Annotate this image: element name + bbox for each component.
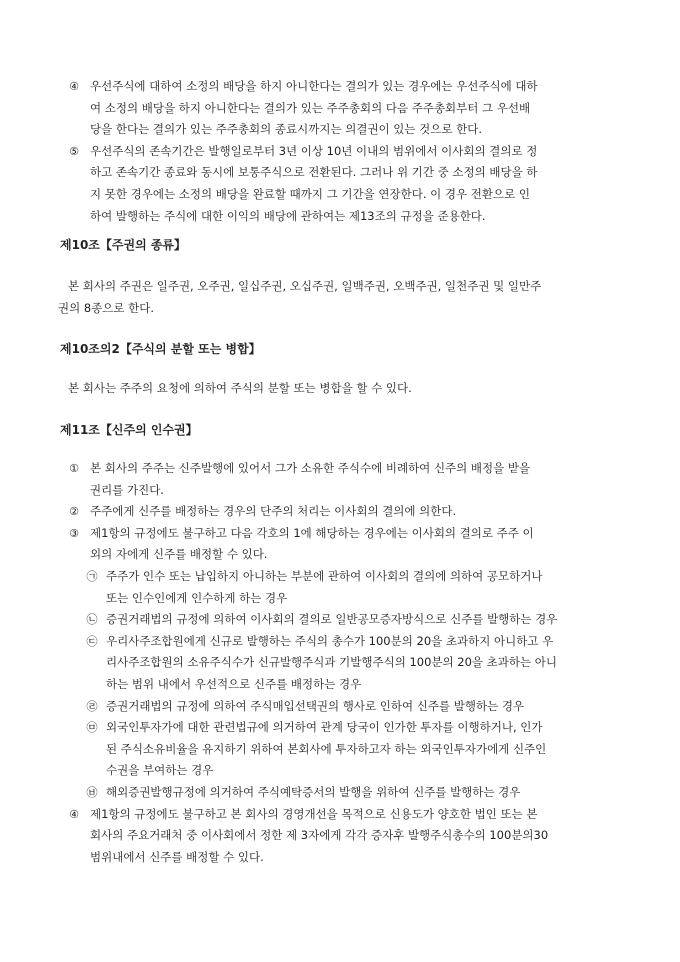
subclause-marker: ㉡ bbox=[86, 613, 98, 627]
clause-marker: ② bbox=[69, 505, 79, 519]
clause-4 bbox=[0, 804, 680, 869]
text-line: 리사주조합원의 소유주식수가 신규발행주식과 기발행주식의 100분의 20을 초과하는 아니 bbox=[106, 655, 557, 670]
text-line: 여 소정의 배당을 하지 아니한다는 결의가 있는 주주총회의 다음 주주총회부터 그 우선배 bbox=[90, 100, 531, 115]
text-line: 우선주식에 대하여 소정의 배당을 하지 아니한다는 결의가 있는 경우에는 우선주식에 대하 bbox=[90, 79, 538, 93]
subclause-marker: ㉠ bbox=[86, 569, 98, 583]
text-line: 본 회사의 주주는 신주발행에 있어서 그가 소유한 주식수에 비례하여 신주의 배정을 받을 bbox=[90, 461, 531, 475]
article-11-heading: 제11조【신주의 인수권】 bbox=[60, 423, 198, 437]
clause-marker: ① bbox=[69, 462, 79, 475]
text-line: 증권거래법의 규정에 의하여 이사회의 결의로 일반공모증자방식으로 신주를 발행하는 경우 bbox=[106, 612, 558, 627]
text-line: 외의 자에게 신주를 배정할 수 있다. bbox=[90, 547, 268, 562]
article-9-continuation bbox=[0, 76, 680, 227]
article-10-heading: 제10조【주권의 종류】 bbox=[60, 238, 187, 252]
subclause-marker: ㉣ bbox=[86, 699, 98, 713]
text-line: 우선주식의 존속기간은 발행일로부터 3년 이상 10년 이내의 범위에서 이사회의 결의로 정 bbox=[90, 143, 538, 158]
article-10-2-body bbox=[58, 378, 628, 400]
clause-1 bbox=[0, 458, 680, 501]
clause-marker: ③ bbox=[69, 526, 79, 540]
clause-3 bbox=[0, 523, 680, 566]
text-line: 우리사주조합원에게 신규로 발행하는 주식의 총수가 100분의 20을 초과하지 아니하고 우 bbox=[106, 633, 554, 648]
text-line: 주주에게 신주를 배정하는 경우의 단주의 처리는 이사회의 결의에 의한다. bbox=[90, 504, 457, 519]
clause-marker: ④ bbox=[69, 80, 79, 93]
text-line: 당을 한다는 결의가 있는 주주총회의 종료시까지는 의결권이 있는 것으로 한다. bbox=[90, 122, 483, 137]
article-10-body bbox=[58, 276, 628, 319]
text-line: 하는 범위 내에서 우선적으로 신주를 배정하는 경우 bbox=[106, 676, 362, 691]
text-line: 외국인투자가에 대한 관련법규에 의거하여 관계 당국이 인가한 투자를 이행하거나, 인가 bbox=[106, 720, 543, 735]
subclause-f bbox=[0, 782, 680, 804]
text-line: 권의 8종으로 한다. bbox=[58, 300, 155, 315]
text-line: 제1항의 규정에도 불구하고 본 회사의 경영개선을 목적으로 신용도가 양호한 법인 또는 본 bbox=[90, 806, 538, 821]
text-line: 또는 인수인에게 인수하게 하는 경우 bbox=[106, 590, 288, 605]
clause-2 bbox=[0, 501, 680, 523]
text-line: 해외증권발행규정에 의거하여 주식예탁증서의 발행을 위하여 신주를 발행하는 경우 bbox=[106, 784, 521, 799]
text-line: 하여 발행하는 주식에 대한 이익의 배당에 관하여는 제13조의 규정을 준용한다. bbox=[90, 208, 486, 223]
text-line: 증권거래법의 규정에 의하여 주식매입선택권의 행사로 인하여 신주를 발행하는 경우 bbox=[106, 698, 525, 713]
text-line: 제1항의 규정에도 불구하고 다음 각호의 1에 해당하는 경우에는 이사회의 결의로 주주 이 bbox=[90, 525, 534, 540]
clause-marker: ④ bbox=[69, 807, 79, 821]
text-line: 본 회사는 주주의 요청에 의하여 주식의 분할 또는 병합을 할 수 있다. bbox=[68, 381, 412, 395]
text-line: 주주가 인수 또는 납입하지 아니하는 부분에 관하여 이사회의 결의에 의하여 공모하거나 bbox=[106, 568, 543, 583]
subclause-e bbox=[0, 717, 680, 782]
clause-5 bbox=[0, 141, 680, 227]
clause-marker: ⑤ bbox=[69, 144, 79, 158]
subclause-marker: ㉢ bbox=[86, 634, 98, 648]
text-line: 지 못한 경우에는 소정의 배당을 완료할 때까지 그 기간을 연장한다. 이 경우 전환으로 인 bbox=[90, 186, 530, 201]
text-line: 수권을 부여하는 경우 bbox=[106, 763, 214, 778]
text-line: 권리를 가진다. bbox=[90, 482, 164, 497]
subclause-marker: ㉤ bbox=[86, 721, 98, 735]
text-line: 본 회사의 주권은 일주권, 오주권, 일십주권, 오십주권, 일백주권, 오백주권, 일천주권 및 일만주 bbox=[68, 279, 542, 293]
text-line: 회사의 주요거래처 중 이사회에서 정한 제 3자에게 각각 증자후 발행주식총수의 100분의30 bbox=[90, 828, 549, 843]
subclause-marker: ㉥ bbox=[86, 785, 98, 799]
text-line: 하고 존속기간 종료와 동시에 보통주식으로 전환된다. 그러나 위 기간 중 소정의 배당을 하 bbox=[90, 165, 538, 180]
text-line: 범위내에서 신주를 배정할 수 있다. bbox=[90, 849, 264, 864]
text-line: 된 주식소유비율을 유지하기 위하여 본회사에 투자하고자 하는 외국인투자가에게 신주인 bbox=[106, 741, 547, 756]
subclause-c bbox=[0, 631, 680, 696]
clause-4 bbox=[0, 76, 680, 141]
subclause-d bbox=[0, 696, 680, 718]
subclause-b bbox=[0, 609, 680, 631]
article-10-2-heading: 제10조의2【주식의 분할 또는 병합】 bbox=[60, 342, 261, 356]
subclause-a bbox=[0, 566, 680, 609]
article-11-body bbox=[0, 458, 680, 868]
